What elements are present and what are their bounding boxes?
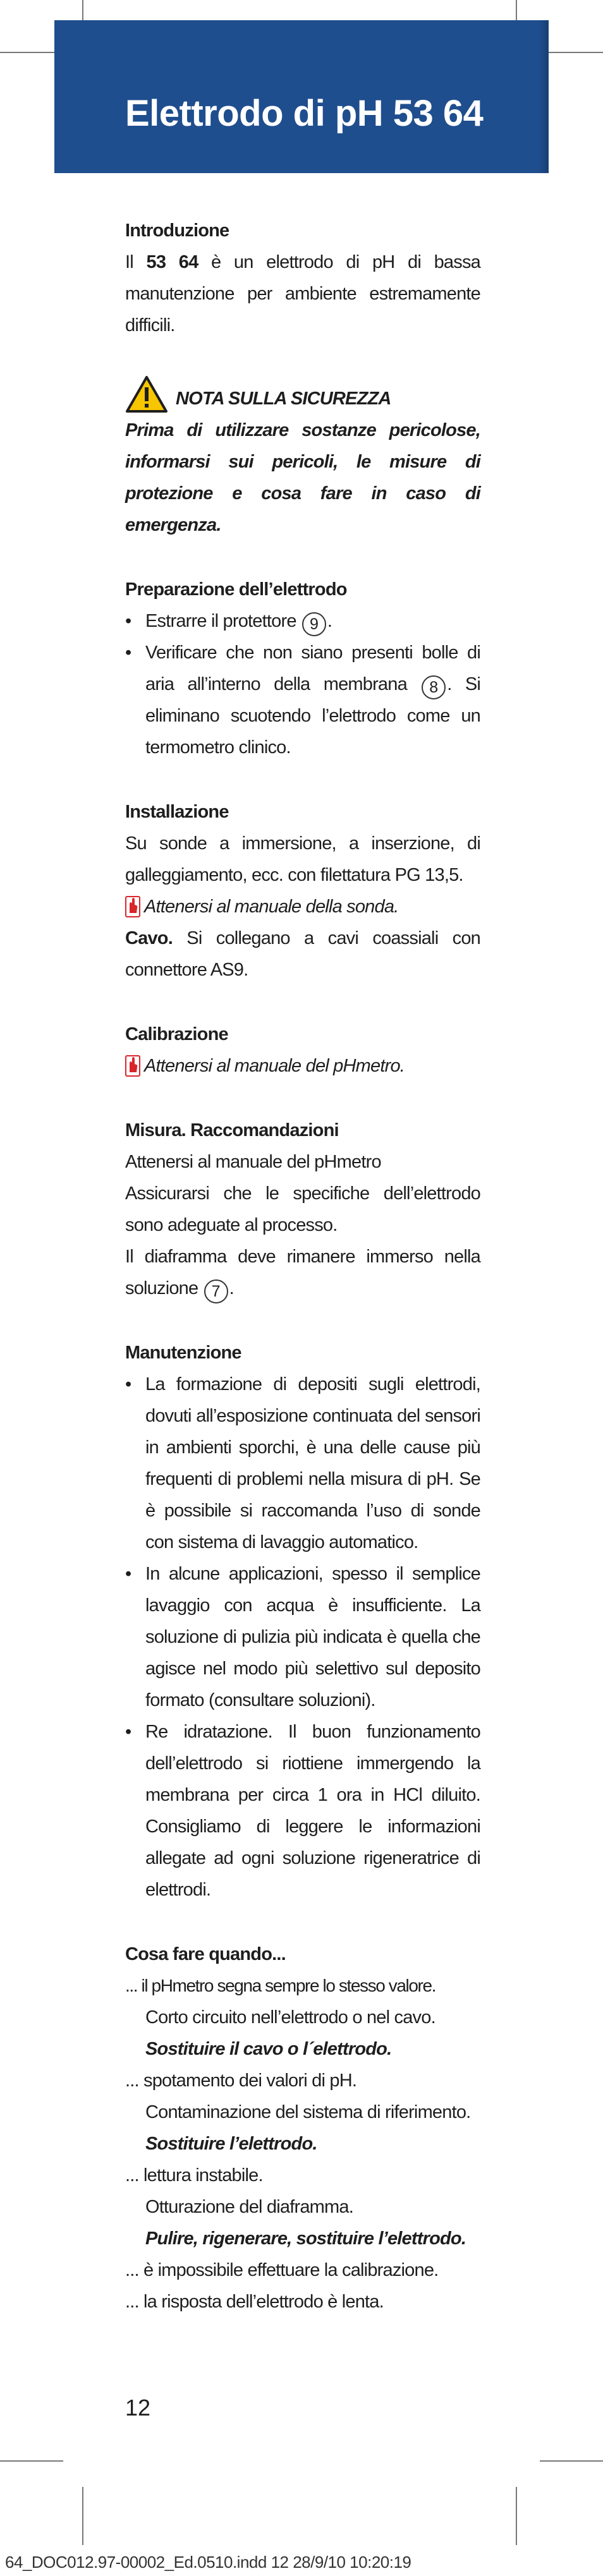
section-title: Preparazione dell’elettrodo	[125, 579, 347, 600]
section-title: Misura. Raccomandazioni	[125, 1120, 339, 1140]
list-item: • La formazione di depositi sugli elettrodi, dovuti all’esposizione continuata del sensori in ambienti sporchi, è una delle cause più frequenti di problemi nella misura di pH. Se è possibile si raccomanda l’uso di sonde con sistema di lavaggio automatico.	[125, 1369, 480, 1558]
intro-paragraph	[125, 246, 480, 341]
measure-text: Il diaframma deve rimanere immerso nella soluzione	[125, 1247, 480, 1298]
section-installazione	[125, 796, 480, 986]
callout-number: 8	[422, 675, 446, 699]
document-body	[125, 215, 480, 2318]
crop-mark	[82, 2487, 83, 2545]
trouble-symptom: ... la risposta dell’elettrodo è lenta.	[125, 2292, 384, 2312]
maint-list	[125, 1369, 480, 1906]
trouble-fix: Sostituire il cavo o l´elettrodo.	[145, 2039, 392, 2059]
trouble-fix: Pulire, rigenerare, sostituire l’elettrodo.	[145, 2228, 466, 2249]
prep-list	[125, 605, 480, 763]
section-manutenzione	[125, 1337, 480, 1906]
safety-heading	[125, 375, 480, 414]
section-safety	[125, 375, 480, 541]
trouble-symptom: ... lettura instabile.	[125, 2165, 263, 2186]
intro-pre: Il	[125, 252, 147, 272]
crop-mark	[540, 2460, 603, 2462]
section-calibrazione	[125, 1019, 480, 1082]
manual-reference	[125, 1050, 480, 1082]
reference-text: Attenersi al manuale del pHmetro.	[144, 1056, 405, 1076]
section-title: Calibrazione	[125, 1024, 228, 1044]
crop-mark	[0, 2460, 63, 2462]
section-introduzione	[125, 215, 480, 341]
measure-line	[125, 1241, 480, 1304]
page-number: 12	[125, 2395, 151, 2421]
cable-text	[125, 922, 480, 986]
callout-number: 9	[302, 612, 326, 636]
model-number: 53 64	[146, 252, 198, 272]
section-preparazione	[125, 574, 480, 763]
manual-reference	[125, 891, 480, 922]
list-item: • Re idratazione. Il buon funzionamento dell’elettrodo si riottiene immergendo la membrana per circa 1 ora in HCl diluito. Consigliamo di leggere le informazioni allegate ad ogni soluzione rigeneratrice di elettrodi.	[125, 1716, 480, 1906]
trouble-symptom: ... il pHmetro segna sempre lo stesso valore.	[125, 1976, 436, 1995]
trouble-cause: Corto circuito nell’elettrodo o nel cavo.	[145, 2007, 436, 2028]
list-item	[125, 637, 480, 763]
reference-text: Attenersi al manuale della sonda.	[144, 897, 399, 917]
cable-label: Cavo.	[125, 928, 173, 948]
cable-description: Si collegano a cavi coassiali con connettore AS9.	[125, 928, 480, 980]
section-title: Installazione	[125, 802, 229, 822]
title-banner	[54, 20, 549, 173]
trouble-fix: Sostituire l’elettrodo.	[145, 2134, 317, 2154]
section-title: Cosa fare quando...	[125, 1944, 286, 1964]
trouble-symptom: ... è impossibile effettuare la calibrazione.	[125, 2260, 439, 2280]
crop-mark	[0, 52, 63, 53]
measure-line: Assicurarsi che le specifiche dell’elettrodo sono adeguate al processo.	[125, 1183, 480, 1235]
list-text: . Si eliminano scuotendo l’elettrodo come un termometro clinico.	[145, 674, 481, 758]
hand-pointer-icon	[125, 1055, 140, 1077]
safety-title: NOTA SULLA SICUREZZA	[176, 389, 391, 409]
trouble-symptom: ... spotamento dei valori di pH.	[125, 2071, 357, 2091]
section-title: Manutenzione	[125, 1343, 241, 1363]
crop-mark	[516, 2487, 517, 2545]
crop-mark	[540, 52, 603, 53]
section-cosa-fare	[125, 1938, 480, 2318]
list-item	[125, 605, 480, 637]
warning-icon	[125, 375, 168, 413]
list-item: • In alcune applicazioni, spesso il semplice lavaggio con acqua è insufficiente. La soluzione di pulizia più indicata è quella che agisce nel modo più selettivo sul deposito formato (consultare soluzioni).	[125, 1558, 480, 1716]
print-slug: 64_DOC012.97-00002_Ed.0510.indd 12 28/9/10 10:20:19	[5, 2553, 411, 2572]
list-text: Estrarre il protettore	[145, 611, 301, 631]
measure-line: Attenersi al manuale del pHmetro	[125, 1152, 381, 1172]
list-text: Verificare che non siano presenti bolle di aria all’interno della membrana	[145, 643, 480, 694]
measure-text: .	[229, 1278, 234, 1298]
trouble-cause: Otturazione del diaframma.	[145, 2197, 353, 2217]
callout-number: 7	[204, 1279, 228, 1303]
list-text: .	[327, 611, 332, 631]
intro-text: è un elettrodo di pH di bassa manutenzione per ambiente estremamente difficili.	[125, 252, 480, 336]
hand-pointer-icon	[125, 896, 140, 917]
install-text: Su sonde a immersione, a inserzione, di galleggiamento, ecc. con filettatura PG 13,5.	[125, 833, 480, 885]
safety-text: Prima di utilizzare sostanze pericolose, informarsi sui pericoli, le misure di protezione e cosa fare in caso di emergenza.	[125, 420, 480, 535]
section-misura	[125, 1115, 480, 1304]
trouble-cause: Contaminazione del sistema di riferimento.	[145, 2102, 471, 2122]
section-title: Introduzione	[125, 221, 229, 241]
page-title: Elettrodo di pH 53 64	[125, 93, 484, 134]
banner-edge	[539, 20, 549, 173]
